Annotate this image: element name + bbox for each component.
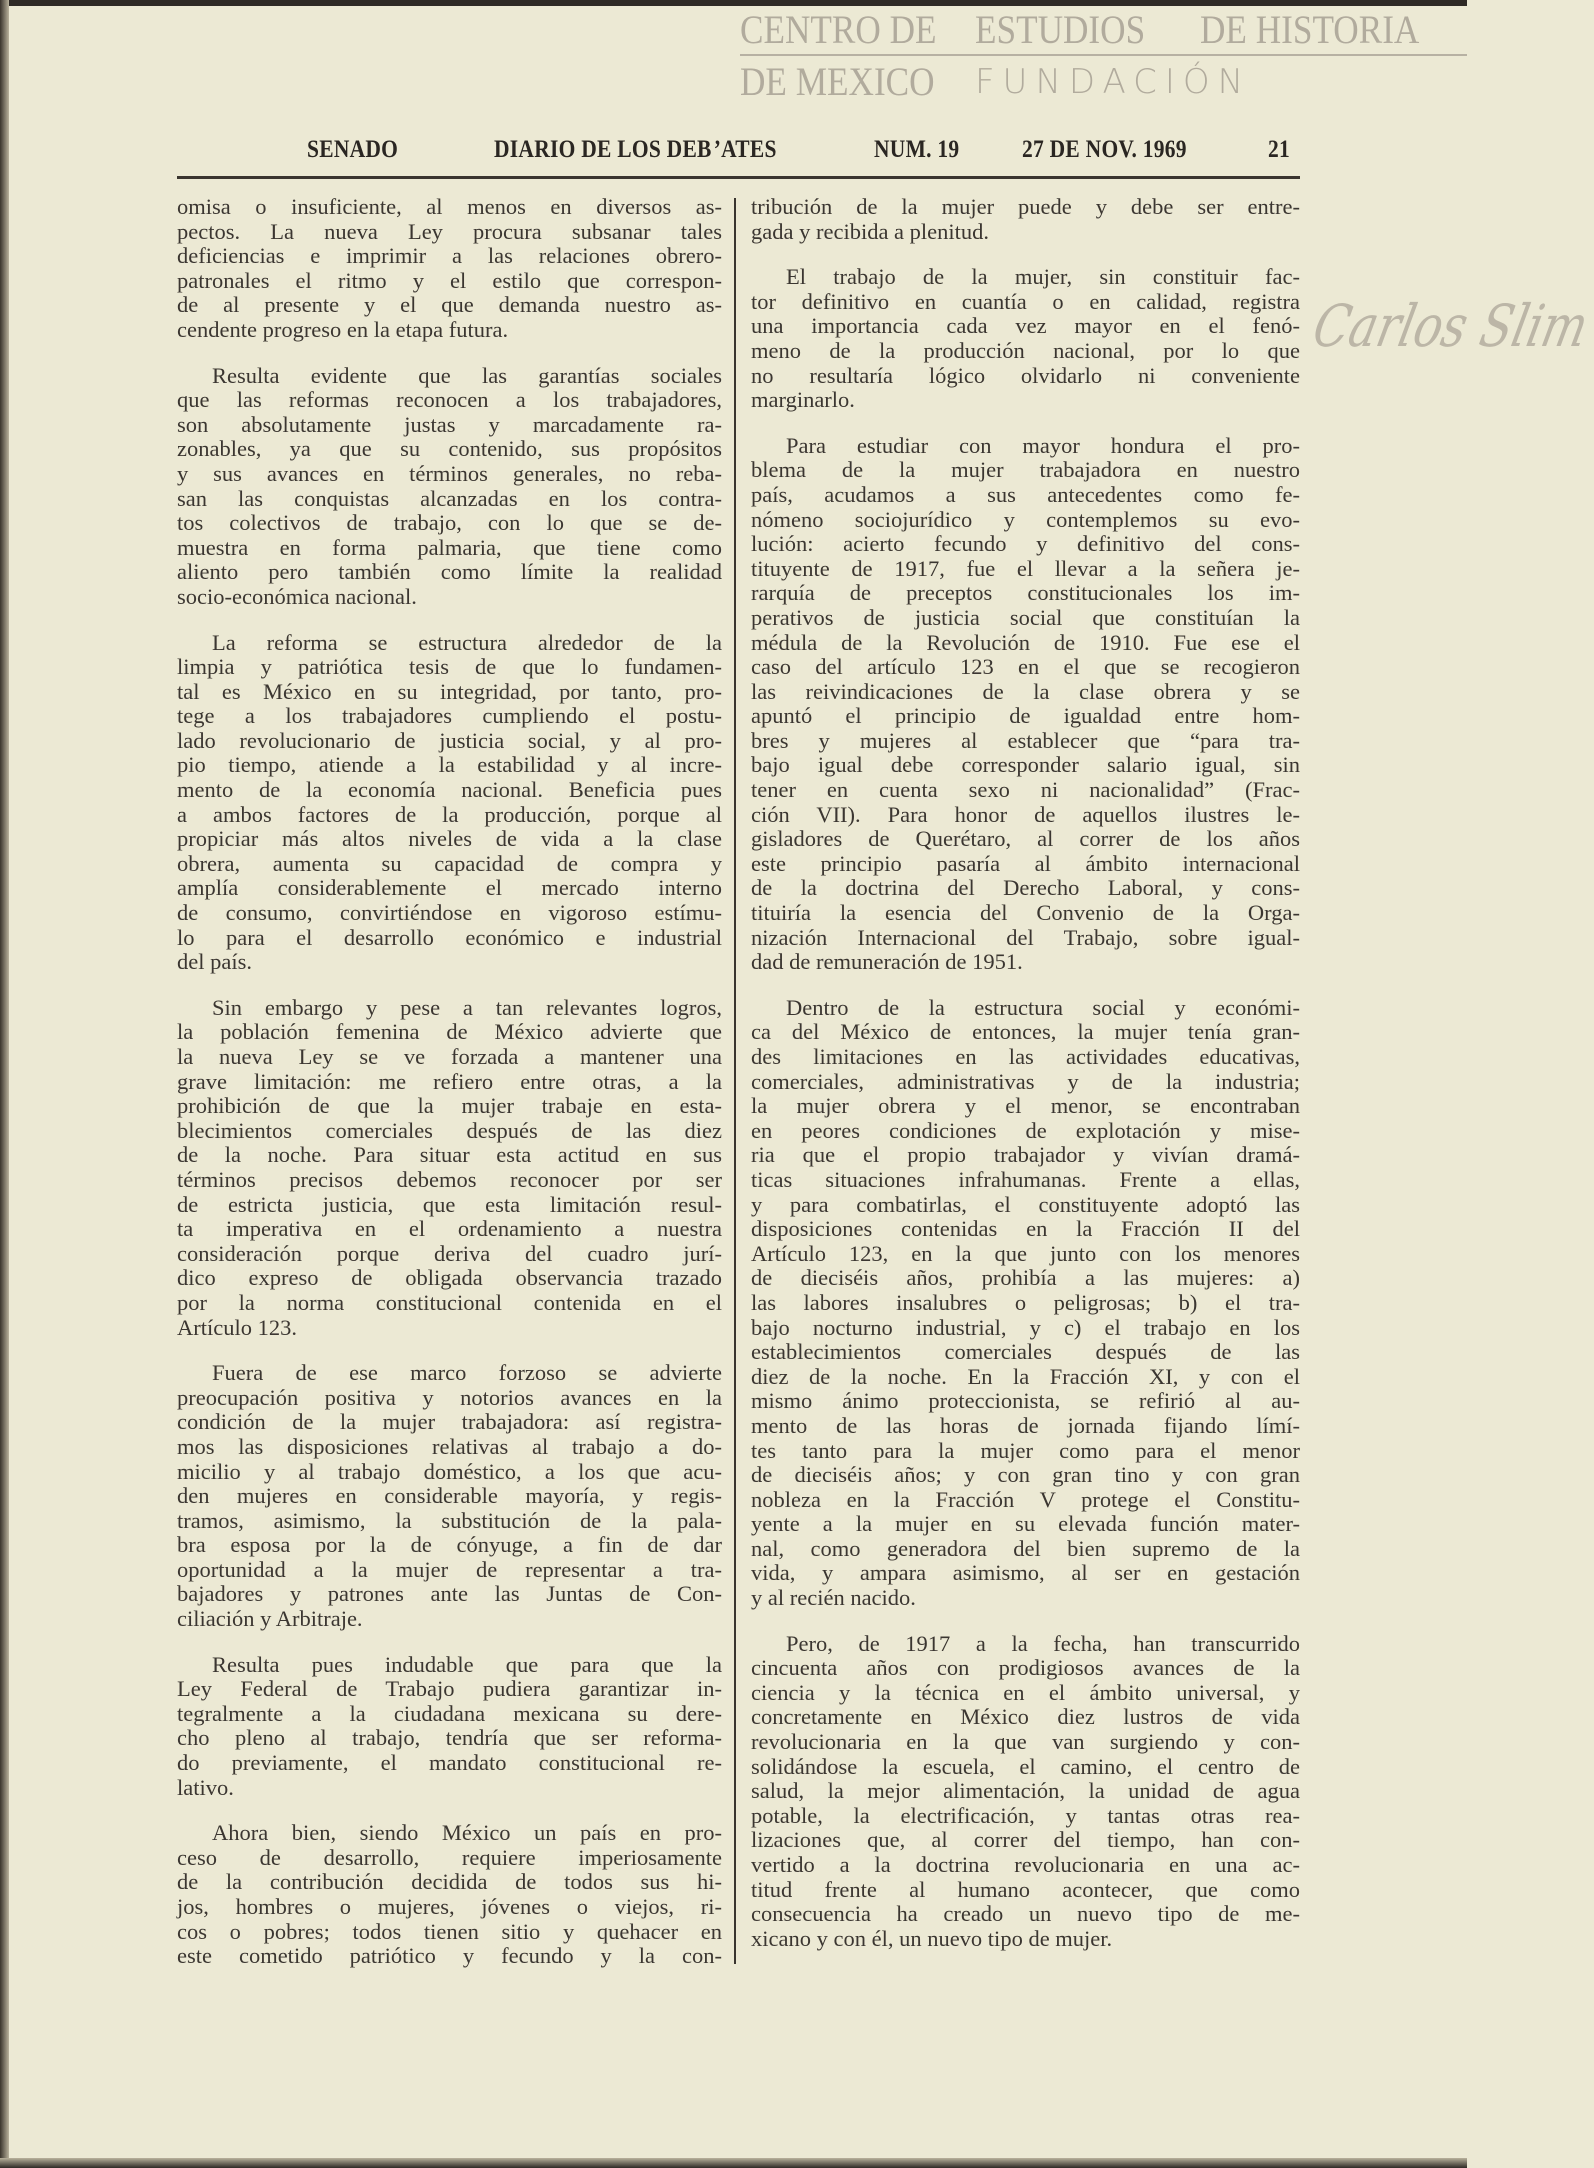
header-rule — [177, 176, 1300, 179]
text-line: yente a la mujer en su elevada función mater- — [751, 1511, 1300, 1537]
text-line: términos precisos debemos reconocer por ser — [177, 1166, 722, 1192]
text-line: muestra en forma palmaria, que tiene como — [177, 534, 722, 560]
text-line: y al recién nacido. — [751, 1585, 916, 1611]
text-line: jos, hombres o mujeres, jóvenes o viejos, ri- — [177, 1894, 722, 1919]
text-line: micilio y al trabajo doméstico, a los que acu- — [177, 1458, 722, 1484]
text-line: Fuera de ese marco forzoso se advierte — [212, 1360, 722, 1386]
text-line: del país. — [177, 949, 252, 975]
text-line: lución: acierto fecundo y definitivo del cons- — [751, 531, 1300, 557]
text-line: Ahora bien, siendo México un país en pro- — [212, 1820, 722, 1846]
paragraph — [177, 364, 722, 610]
text-line: tegralmente a la ciudadana mexicana su dere- — [177, 1700, 722, 1726]
text-line: patronales el ritmo y el estilo que correspon- — [177, 267, 722, 293]
text-line: establecimientos comerciales después de las — [751, 1339, 1300, 1365]
text-line: tor definitivo en cuantía o en calidad, registra — [751, 288, 1300, 314]
text-line: concretamente en México diez lustros de vida — [751, 1704, 1300, 1730]
text-line: la nueva Ley se ve forzada a mantener una — [177, 1044, 722, 1069]
text-line: grave limitación: me refiero entre otras, a la — [177, 1068, 722, 1094]
text-line: titud frente al humano acontecer, que como — [751, 1876, 1300, 1902]
text-line: las reivindicaciones de la clase obrera y se — [751, 678, 1300, 704]
header-publication: DIARIO DE LOS DEB ’ATES — [494, 136, 777, 163]
header-number: NUM. 19 — [874, 136, 960, 163]
text-line: revolucionaria en la que van surgiendo y con- — [751, 1729, 1300, 1755]
text-line: bajadores y patrones ante las Juntas de Con- — [177, 1581, 722, 1607]
text-line: y sus avances en términos generales, no reba- — [177, 460, 722, 486]
text-line: Artículo 123. — [177, 1314, 297, 1340]
scan-edge-left — [0, 0, 9, 2168]
text-line: que las reformas reconocen a los trabajadores, — [177, 387, 722, 413]
paragraph — [177, 1653, 722, 1801]
text-line: disposiciones contenidas en la Fracción II del — [751, 1216, 1300, 1242]
text-line: este cometido patriótico y fecundo y la con- — [177, 1943, 722, 1969]
text-line: la población femenina de México advierte que — [177, 1019, 722, 1045]
text-line: dico expreso de obligada observancia trazado — [177, 1265, 722, 1291]
text-line: tal es México en su integridad, por tanto, pro- — [177, 678, 722, 704]
text-line: salud, la mejor alimentación, la unidad de agua — [751, 1778, 1300, 1804]
text-line: mento de la economía nacional. Beneficia pues — [177, 777, 722, 803]
text-line: do previamente, el mandato constitucional re- — [177, 1750, 722, 1776]
paragraph — [177, 631, 722, 975]
text-line: diez de la noche. En la Fracción XI, y con el — [751, 1363, 1300, 1389]
paragraph — [177, 195, 722, 343]
text-line: de estricta justicia, que esta limitación resul- — [177, 1191, 722, 1217]
text-line: zonables, ya que su contenido, sus propósitos — [177, 436, 722, 462]
text-line: Dentro de la estructura social y económi- — [786, 994, 1300, 1020]
text-line: ta imperativa en el ordenamiento a nuestra — [177, 1216, 722, 1242]
text-line: médula de la Revolución de 1910. Fue ese el — [751, 629, 1300, 655]
text-line: rarquía de preceptos constitucionales los im- — [751, 580, 1300, 606]
scan-edge-top — [0, 0, 1467, 6]
text-line: tos colectivos de trabajo, con lo que se de- — [177, 510, 722, 536]
text-line: tituiría la esencia del Convenio de la Orga- — [751, 900, 1300, 926]
text-line: de la contribución decidida de todos sus hi- — [177, 1869, 722, 1895]
paragraph — [751, 265, 1300, 413]
text-line: vertido a la doctrina revolucionaria en una ac- — [751, 1852, 1300, 1877]
text-line: bres y mujeres al establecer que “para tra- — [751, 727, 1300, 753]
text-line: de la doctrina del Derecho Laboral, y cons- — [751, 875, 1300, 901]
text-line: condición de la mujer trabajadora: así registra- — [177, 1409, 722, 1435]
text-line: lo para el desarrollo económico e industrial — [177, 924, 722, 950]
header-section: SENADO — [307, 136, 399, 163]
text-line: no resultaría lógico olvidarlo ni conveniente — [751, 362, 1300, 388]
text-line: pio tiempo, atiende a la estabilidad y al incre- — [177, 752, 722, 778]
text-line: ticas situaciones infrahumanas. Frente a ellas, — [751, 1166, 1300, 1192]
watermark-line: ESTUDIOS — [975, 7, 1146, 52]
text-line: bra esposa por la de cónyuge, a fin de dar — [177, 1532, 722, 1558]
text-line: consideración porque deriva del cuadro jurí- — [177, 1240, 722, 1266]
text-line: La reforma se estructura alrededor de la — [212, 629, 722, 655]
text-line: las labores insalubres o peligrosas; b) el tra- — [751, 1289, 1300, 1315]
text-line: nómeno sociojurídico y contemplemos su evo- — [751, 506, 1300, 532]
text-line: Ley Federal de Trabajo pudiera garantizar in- — [177, 1676, 722, 1702]
text-line: pectos. La nueva Ley procura subsanar tales — [177, 218, 722, 244]
text-line: ción VII). Para honor de aquellos ilustres le- — [751, 801, 1300, 827]
text-line: xicano y con él, un nuevo tipo de mujer. — [751, 1925, 1113, 1951]
paragraph — [751, 1632, 1300, 1952]
text-line: dad de remuneración de 1951. — [751, 949, 1023, 975]
scan-edge-bottom — [0, 2158, 1467, 2168]
text-line: omisa o insuficiente, al menos en diversos as- — [177, 194, 722, 219]
text-line: ceso de desarrollo, requiere imperiosamente — [177, 1844, 722, 1870]
text-line: Sin embargo y pese a tan relevantes logros, — [212, 994, 722, 1020]
paragraph — [177, 1361, 722, 1632]
text-line: limpia y patriótica tesis de que lo fundamen- — [177, 654, 722, 680]
text-line: marginarlo. — [751, 387, 855, 413]
text-line: solidándose la escuela, el camino, el centro de — [751, 1753, 1300, 1779]
text-line: den mujeres en considerable mayoría, y regis- — [177, 1483, 722, 1509]
text-line: perativos de justicia social que constituían la — [751, 604, 1300, 630]
text-line: apuntó el principio de igualdad entre hom- — [751, 703, 1300, 729]
text-line: tener en cuenta sexo ni nacionalidad” (Frac- — [751, 777, 1300, 803]
text-line: comerciales, administrativas y de la industria; — [751, 1068, 1300, 1094]
text-line: de dieciséis años, prohibía a las mujeres: a) — [751, 1265, 1300, 1291]
text-line: mento de las horas de jornada fijando límí- — [751, 1412, 1300, 1438]
text-line: consecuencia ha creado un nuevo tipo de me- — [751, 1901, 1300, 1927]
text-line: san las conquistas alcanzadas en los contra- — [177, 485, 722, 511]
watermark-foundation: FUNDACIÓN — [975, 62, 1252, 102]
text-line: en peores condiciones de explotación y mise- — [751, 1117, 1300, 1143]
text-line: meno de la producción nacional, por lo que — [751, 337, 1300, 363]
text-line: tituyente de 1917, fue el llevar a la señera je- — [751, 555, 1300, 581]
text-line: cho pleno al trabajo, tendría que ser reforma- — [177, 1725, 722, 1751]
text-line: caso del artículo 123 en el que se recogieron — [751, 654, 1300, 680]
text-line: ciliación y Arbitraje. — [177, 1606, 363, 1632]
text-line: nobleza en la Fracción V protege el Constitu- — [751, 1486, 1300, 1512]
text-line: por la norma constitucional contenida en el — [177, 1289, 722, 1315]
header-page-number: 21 — [1268, 136, 1291, 163]
text-line: nal, como generadora del bien supremo de la — [751, 1535, 1300, 1561]
text-line: de consumo, convirtiéndose en vigoroso estímu- — [177, 900, 722, 926]
text-line: vida, y ampara asimismo, al ser en gestación — [751, 1560, 1300, 1586]
text-line: tribución de la mujer puede y debe ser entre- — [751, 194, 1300, 219]
watermark-signature: Carlos Slim — [1307, 292, 1594, 360]
text-line: Para estudiar con mayor hondura el pro- — [786, 432, 1300, 458]
text-line: aliento pero también como límite la realidad — [177, 559, 722, 585]
text-line: preocupación positiva y notorios avances en la — [177, 1384, 722, 1410]
paragraph — [751, 434, 1300, 975]
text-line: Artículo 123, en la que junto con los menores — [751, 1240, 1300, 1266]
text-line: nización Internacional del Trabajo, sobre igual- — [751, 924, 1300, 950]
text-line: bajo nocturno industrial, y c) el trabajo en los — [751, 1314, 1300, 1340]
text-line: tramos, asimismo, la substitución de la pala- — [177, 1507, 722, 1533]
watermark-divider — [740, 54, 1467, 56]
header-date: 27 DE NOV. 1969 — [1022, 136, 1187, 163]
text-line: amplía considerablemente el mercado interno — [177, 875, 722, 901]
text-line: propiciar más altos niveles de vida a la clase — [177, 826, 722, 852]
text-line: de la noche. Para situar esta actitud en sus — [177, 1142, 722, 1168]
text-line: gada y recibida a plenitud. — [751, 218, 990, 244]
text-line: una importancia cada vez mayor en el fenó- — [751, 313, 1300, 339]
paragraph — [177, 1821, 722, 1969]
text-line: oportunidad a la mujer de representar a tra- — [177, 1556, 722, 1582]
text-line: cos o pobres; todos tienen sitio y quehacer en — [177, 1918, 722, 1944]
text-line: lizaciones que, al correr del tiempo, han con- — [751, 1827, 1300, 1853]
watermark-line: CENTRO DE — [740, 7, 937, 52]
text-line: de al presente y el que demanda nuestro as- — [177, 292, 722, 318]
text-line: potable, la electrificación, y tantas otras rea- — [751, 1802, 1300, 1828]
text-line: cincuenta años con prodigiosos avances de la — [751, 1655, 1300, 1681]
text-line: mos las disposiciones relativas al trabajo a do- — [177, 1433, 722, 1459]
left-column — [177, 195, 722, 1990]
text-line: lado revolucionario de justicia social, y al pro- — [177, 727, 722, 753]
text-line: obrera, aumenta su capacidad de compra y — [177, 850, 722, 876]
paragraph — [751, 195, 1300, 244]
text-line: gisladores de Querétaro, al correr de los años — [751, 826, 1300, 852]
text-line: blecimientos comerciales después de las diez — [177, 1117, 722, 1143]
paragraph — [177, 996, 722, 1340]
text-line: blema de la mujer trabajadora en nuestro — [751, 457, 1300, 483]
text-line: deficiencias e imprimir a las relaciones obrero- — [177, 243, 722, 269]
text-line: ria que el propio trabajador y vivían dramá- — [751, 1142, 1300, 1168]
paragraph — [751, 996, 1300, 1611]
text-line: cendente progreso en la etapa futura. — [177, 316, 509, 342]
text-line: a ambos factores de la producción, porque al — [177, 801, 722, 827]
text-line: prohibición de que la mujer trabaje en esta- — [177, 1093, 722, 1119]
right-column — [751, 195, 1300, 1972]
text-line: este principio pasaría al ámbito internacional — [751, 850, 1300, 876]
text-line: Resulta pues indudable que para que la — [212, 1651, 722, 1677]
text-line: socio-económica nacional. — [177, 583, 417, 609]
text-line: bajo igual debe corresponder salario igual, sin — [751, 752, 1300, 778]
text-line: Pero, de 1917 a la fecha, han transcurrido — [786, 1630, 1300, 1656]
text-line: Resulta evidente que las garantías sociales — [212, 362, 722, 388]
text-line: de dieciséis años; y con gran tino y con gran — [751, 1462, 1300, 1488]
watermark-line: DE HISTORIA — [1200, 7, 1420, 52]
text-line: des limitaciones en las actividades educativas, — [751, 1044, 1300, 1069]
text-line: ciencia y la técnica en el ámbito universal, y — [751, 1679, 1300, 1705]
text-line: país, acudamos a sus antecedentes como fe- — [751, 481, 1300, 507]
text-line: la mujer obrera y el menor, se encontraban — [751, 1093, 1300, 1119]
text-line: El trabajo de la mujer, sin constituir fac- — [786, 264, 1300, 290]
column-divider — [734, 198, 736, 1964]
text-line: mismo ánimo proteccionista, se refirió al au- — [751, 1388, 1300, 1414]
text-line: tege a los trabajadores cumpliendo el postu- — [177, 703, 722, 729]
text-line: y para combatirlas, el constituyente adoptó las — [751, 1191, 1300, 1217]
text-line: son absolutamente justas y marcadamente ra- — [177, 411, 722, 437]
text-line: tes tanto para la mujer como para el menor — [751, 1437, 1300, 1463]
text-line: lativo. — [177, 1774, 234, 1800]
watermark-line: DE MEXICO — [740, 59, 935, 104]
text-line: ca del México de entonces, la mujer tenía gran- — [751, 1019, 1300, 1045]
